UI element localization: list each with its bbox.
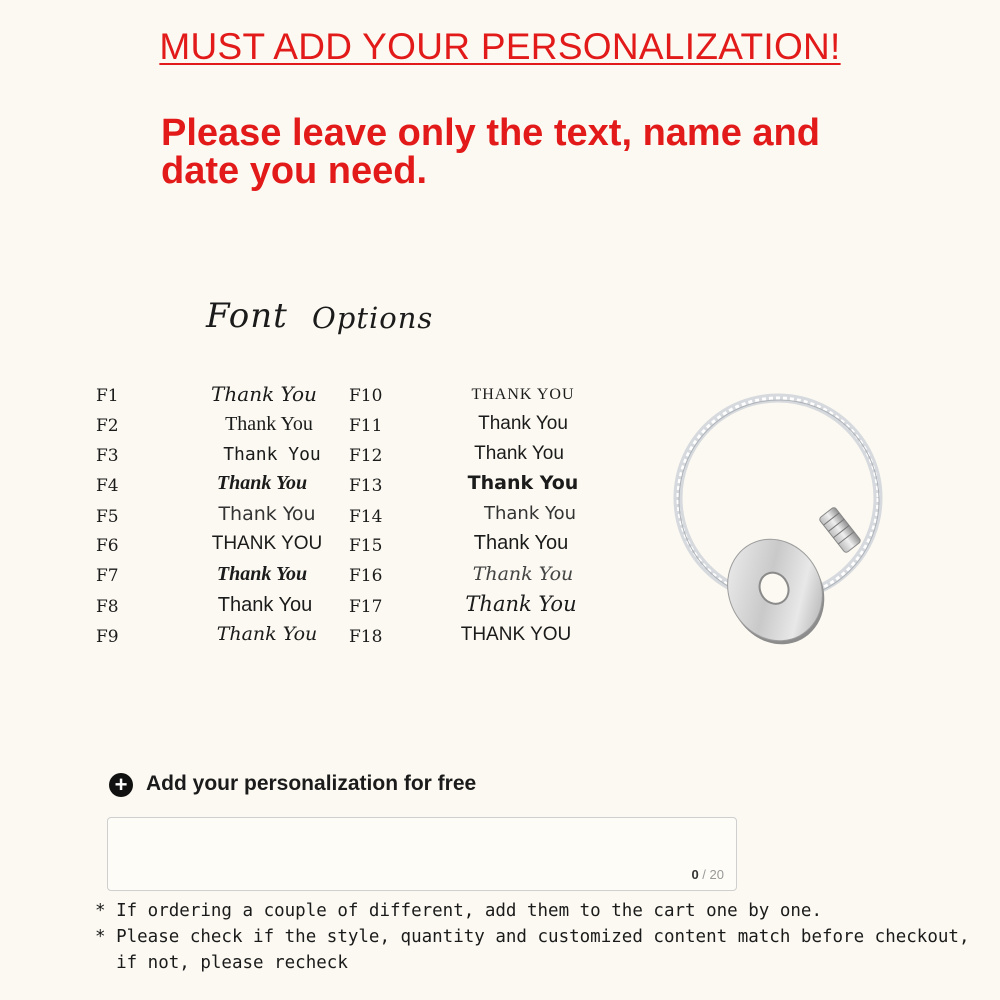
font-sample: Thank You	[216, 472, 308, 494]
font-sample: Thank You	[218, 503, 316, 525]
font-code: F18	[349, 627, 383, 647]
font-code: F8	[96, 597, 119, 617]
font-sample: Thank You	[216, 563, 308, 585]
counter-separator: /	[698, 867, 710, 882]
instruction-line-2: date you need.	[161, 150, 428, 192]
font-sample: Thank You	[472, 563, 574, 585]
counter-current: 0	[691, 867, 699, 882]
note-line-1: * If ordering a couple of different, add them to the cart one by one.	[95, 901, 822, 921]
headline: MUST ADD YOUR PERSONALIZATION!	[159, 26, 841, 67]
font-code: F6	[96, 536, 119, 556]
plus-icon[interactable]: +	[109, 773, 133, 797]
font-code: F14	[349, 507, 383, 527]
font-sample: Thank You	[473, 532, 569, 554]
font-sample: THANK YOU	[460, 624, 572, 645]
character-counter	[691, 867, 724, 882]
counter-max: 20	[709, 867, 724, 882]
note-line-3: if not, please recheck	[95, 953, 348, 973]
font-code: F17	[349, 597, 383, 617]
font-code: F11	[349, 416, 383, 436]
personalization-input[interactable]	[107, 817, 737, 891]
font-sample: THANK YOU	[471, 386, 575, 403]
note-line-2: * Please check if the style, quantity and customized content match before checkout,	[95, 927, 970, 947]
font-code: F9	[96, 627, 119, 647]
font-sample: Thank You	[483, 503, 576, 524]
font-code: F15	[349, 536, 383, 556]
keyring-washer-icon	[640, 380, 920, 680]
font-sample: Thank You	[223, 444, 321, 465]
font-code: F10	[349, 386, 383, 406]
font-sample: Thank You	[465, 592, 577, 616]
font-options-title-word1: Font	[206, 296, 288, 336]
font-sample: Thank You	[474, 443, 564, 464]
font-code: F2	[96, 416, 119, 436]
font-sample: Thank You	[478, 413, 568, 434]
font-sample: THANK YOU	[211, 533, 323, 554]
instruction-line-1: Please leave only the text, name and	[161, 112, 820, 154]
instruction-text	[161, 114, 921, 190]
font-sample: Thank You	[225, 413, 313, 435]
font-sample: Thank You	[467, 472, 579, 494]
font-code: F4	[96, 476, 119, 496]
personalization-label[interactable]: Add your personalization for free	[146, 772, 477, 795]
font-code: F5	[96, 507, 119, 527]
font-sample: Thank You	[211, 382, 317, 406]
font-code: F1	[96, 386, 119, 406]
font-code: F13	[349, 476, 383, 496]
font-code: F16	[349, 566, 383, 586]
font-sample: Thank You	[216, 623, 318, 645]
font-code: F7	[96, 566, 119, 586]
font-sample: Thank You	[217, 594, 313, 616]
font-options-title-word2: Options	[312, 301, 434, 335]
font-code: F3	[96, 446, 119, 466]
font-code: F12	[349, 446, 383, 466]
